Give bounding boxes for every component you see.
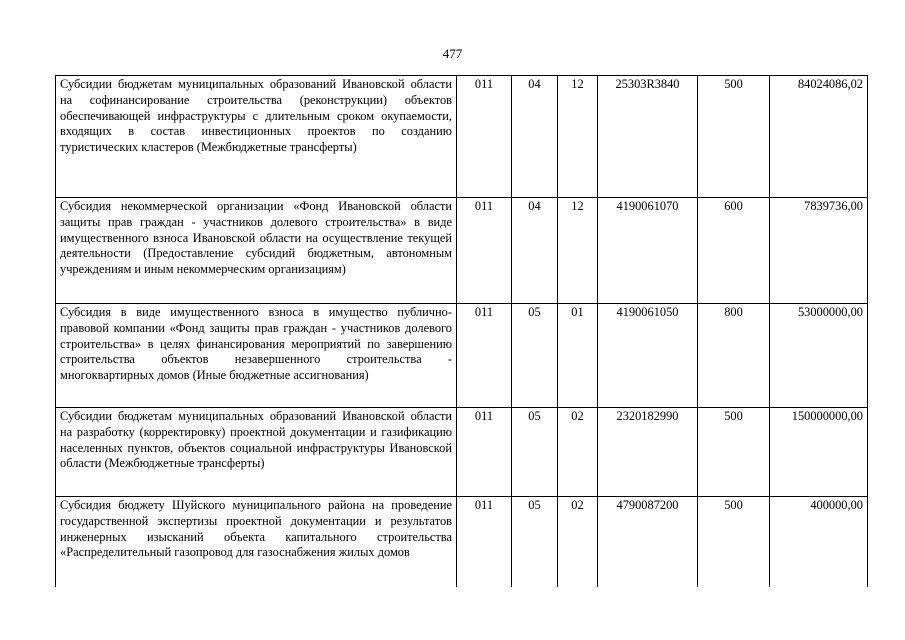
row-target-article-code: 4190061050 [598,304,698,408]
row-department-code: 011 [457,198,512,304]
row-amount: 53000000,00 [770,304,868,408]
table-row [56,304,868,408]
table-row [56,198,868,304]
row-expense-type-code: 500 [698,76,770,198]
row-expense-type-code: 600 [698,198,770,304]
row-amount: 400000,00 [770,497,868,587]
row-department-code: 011 [457,408,512,497]
row-target-article-code: 4190061070 [598,198,698,304]
budget-table [55,75,868,587]
row-amount: 150000000,00 [770,408,868,497]
row-subsection-code: 12 [558,198,598,304]
row-amount: 7839736,00 [770,198,868,304]
row-description: Субсидия бюджету Шуйского муниципального района на проведение государственной экспертизы проектной документации и результатов инженерных изысканий объекта капитального строительства «Распределительный газопровод для газоснабжения жилых домов [56,497,457,587]
row-target-article-code: 25303R3840 [598,76,698,198]
row-target-article-code: 2320182990 [598,408,698,497]
row-section-code: 05 [512,497,558,587]
row-description: Субсидия в виде имущественного взноса в имущество публично-правовой компании «Фонд защиты прав граждан - участников долевого строительства» в целях финансирования мероприятий по завершению строительства объектов незавершенного строительства - многоквартирных домов (Иные бюджетные ассигнования) [56,304,457,408]
row-amount: 84024086,02 [770,76,868,198]
row-description: Субсидия некоммерческой организации «Фонд Ивановской области защиты прав граждан - участников долевого строительства» в виде имущественного взноса Ивановской области на осуществление текущей деятельности (Предоставление субсидий бюджетным, автономным учреждениям и иным некоммерческим организациям) [56,198,457,304]
row-subsection-code: 02 [558,408,598,497]
row-subsection-code: 01 [558,304,598,408]
row-expense-type-code: 800 [698,304,770,408]
row-description: Субсидии бюджетам муниципальных образований Ивановской области на софинансирование строительства (реконструкции) объектов обеспечивающей инфраструктуры с длительным сроком окупаемости, входящих в состав инвестиционных проектов по созданию туристических кластеров (Межбюджетные трансферты) [56,76,457,198]
page-number: 477 [442,46,463,61]
row-subsection-code: 12 [558,76,598,198]
row-department-code: 011 [457,304,512,408]
row-expense-type-code: 500 [698,408,770,497]
row-description: Субсидии бюджетам муниципальных образований Ивановской области на разработку (корректировку) проектной документации и газификацию населенных пунктов, объектов социальной инфраструктуры Ивановской области (Межбюджетные трансферты) [56,408,457,497]
table-row [56,76,868,198]
row-section-code: 05 [512,408,558,497]
row-expense-type-code: 500 [698,497,770,587]
table-row [56,497,868,587]
row-section-code: 04 [512,76,558,198]
row-section-code: 05 [512,304,558,408]
row-subsection-code: 02 [558,497,598,587]
row-target-article-code: 4790087200 [598,497,698,587]
row-section-code: 04 [512,198,558,304]
table-row [56,408,868,497]
row-department-code: 011 [457,497,512,587]
row-department-code: 011 [457,76,512,198]
